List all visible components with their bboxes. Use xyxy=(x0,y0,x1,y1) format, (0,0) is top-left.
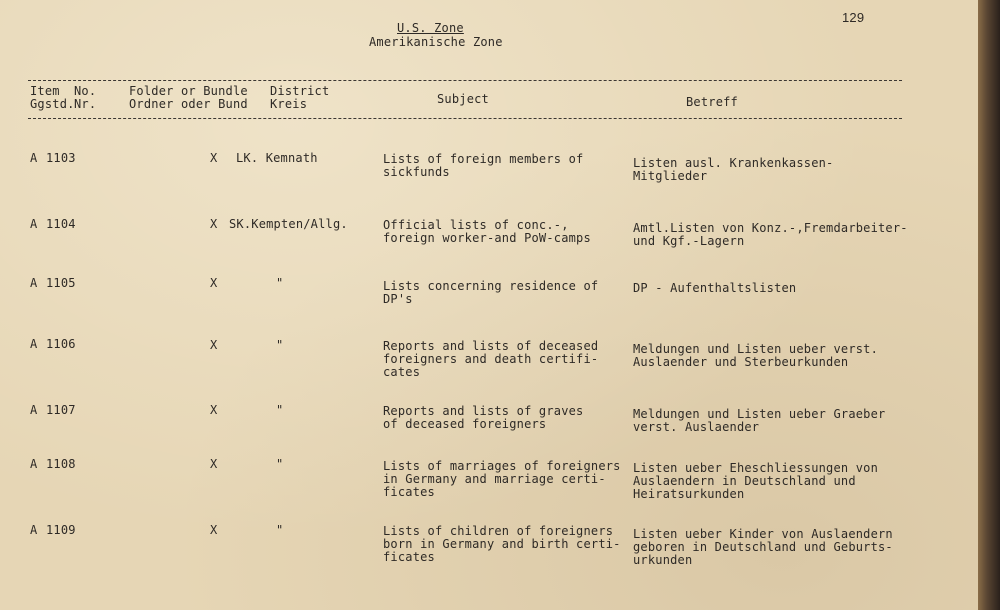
row-bundle: X xyxy=(210,523,218,537)
row-betreff-line: geboren in Deutschland und Geburts- xyxy=(633,540,893,554)
row-subject-line: Lists of children of foreigners xyxy=(383,524,614,538)
row-betreff-line: Meldungen und Listen ueber verst. xyxy=(633,342,879,356)
row-district: SK.Kempten/Allg. xyxy=(229,217,348,231)
row-betreff-line: und Kgf.-Lagern xyxy=(633,234,745,248)
row-subject-line: cates xyxy=(383,365,421,379)
row-ditto-mark: " xyxy=(276,338,284,352)
page-number: 129 xyxy=(842,10,865,25)
row-number: 1104 xyxy=(46,217,76,231)
row-subject-line: DP's xyxy=(383,292,413,306)
row-ditto-mark: " xyxy=(276,457,284,471)
zone-title-en: U.S. Zone xyxy=(397,21,464,35)
row-betreff-line: Auslaender und Sterbeurkunden xyxy=(633,355,849,369)
row-number: 1109 xyxy=(46,523,76,537)
col-district-de: Kreis xyxy=(270,97,308,111)
row-ditto-mark: " xyxy=(276,276,284,290)
row-subject-line: in Germany and marriage certi- xyxy=(383,472,606,486)
row-subject-line: ficates xyxy=(383,485,435,499)
row-subject-line: ficates xyxy=(383,550,435,564)
row-item: A xyxy=(30,151,38,165)
col-betreff: Betreff xyxy=(686,95,738,109)
row-bundle: X xyxy=(210,403,218,417)
row-betreff-line: Listen ausl. Krankenkassen- xyxy=(633,156,834,170)
row-betreff-line: Auslaendern in Deutschland und xyxy=(633,474,856,488)
row-subject-line: of deceased foreigners xyxy=(383,417,547,431)
row-number: 1105 xyxy=(46,276,76,290)
row-item: A xyxy=(30,523,38,537)
row-item: A xyxy=(30,457,38,471)
row-betreff-line: Listen ueber Kinder von Auslaendern xyxy=(633,527,893,541)
row-item: A xyxy=(30,276,38,290)
row-betreff-line: DP - Aufenthaltslisten xyxy=(633,281,797,295)
row-subject-line: born in Germany and birth certi- xyxy=(383,537,621,551)
row-betreff-line: Mitglieder xyxy=(633,169,708,183)
header-rule-bottom xyxy=(28,118,902,119)
zone-title-de: Amerikanische Zone xyxy=(369,35,503,49)
row-betreff-line: verst. Auslaender xyxy=(633,420,760,434)
row-number: 1108 xyxy=(46,457,76,471)
col-folder-en: Folder or Bundle xyxy=(129,84,248,98)
row-number: 1106 xyxy=(46,337,76,351)
row-subject-line: foreigners and death certifi- xyxy=(383,352,599,366)
row-subject-line: Reports and lists of deceased xyxy=(383,339,599,353)
row-betreff-line: urkunden xyxy=(633,553,693,567)
row-betreff-line: Heiratsurkunden xyxy=(633,487,745,501)
row-number: 1107 xyxy=(46,403,76,417)
col-item-de: Ggstd. xyxy=(30,97,75,111)
row-bundle: X xyxy=(210,151,218,165)
binding-edge xyxy=(978,0,1000,610)
row-number: 1103 xyxy=(46,151,76,165)
row-betreff-line: Meldungen und Listen ueber Graeber xyxy=(633,407,886,421)
row-subject-line: Lists of foreign members of xyxy=(383,152,584,166)
row-subject-line: Reports and lists of graves xyxy=(383,404,584,418)
col-item-en: Item xyxy=(30,84,60,98)
row-subject-line: Lists of marriages of foreigners xyxy=(383,459,621,473)
row-subject-line: Official lists of conc.-, xyxy=(383,218,569,232)
row-ditto-mark: " xyxy=(276,523,284,537)
row-district: LK. Kemnath xyxy=(236,151,318,165)
row-bundle: X xyxy=(210,338,218,352)
row-ditto-mark: " xyxy=(276,403,284,417)
header-rule-top xyxy=(28,80,902,81)
row-betreff-line: Listen ueber Eheschliessungen von xyxy=(633,461,879,475)
row-item: A xyxy=(30,403,38,417)
row-bundle: X xyxy=(210,217,218,231)
row-subject-line: Lists concerning residence of xyxy=(383,279,599,293)
col-folder-de: Ordner oder Bund xyxy=(129,97,248,111)
col-district-en: District xyxy=(270,84,330,98)
row-item: A xyxy=(30,217,38,231)
col-subject: Subject xyxy=(437,92,489,106)
row-subject-line: sickfunds xyxy=(383,165,450,179)
col-no-de: Nr. xyxy=(74,97,97,111)
row-betreff-line: Amtl.Listen von Konz.-,Fremdarbeiter- xyxy=(633,221,908,235)
row-item: A xyxy=(30,337,38,351)
col-no-en: No. xyxy=(74,84,97,98)
row-subject-line: foreign worker-and PoW-camps xyxy=(383,231,591,245)
row-bundle: X xyxy=(210,457,218,471)
row-bundle: X xyxy=(210,276,218,290)
